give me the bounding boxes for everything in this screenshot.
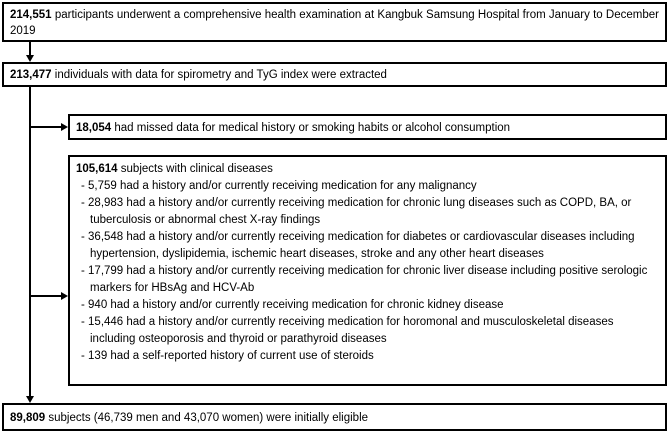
text-examined: participants underwent a comprehensive health examination at Kangbuk Samsung Hospital from January to December 2019 <box>10 9 659 37</box>
connector-line-branch-clinical-diseases <box>30 295 61 297</box>
exclusion-reason-musculoskeletal: - 15,446 had a history and/or currently receiving medication for horomonal and musculoskeletal diseases including osteoporosis and thyroid or parathyroid diseases <box>81 316 614 345</box>
exclusion-reason-kidney-disease: - 940 had a history and/or currently receiving medication for chronic kidney disease <box>81 299 504 311</box>
text-extracted: individuals with data for spirometry and TyG index were extracted <box>54 69 387 81</box>
connector-line-spine <box>29 87 31 397</box>
text-eligible: subjects (46,739 men and 43,070 women) were initially eligible <box>48 412 369 424</box>
text-clinical-diseases: subjects with clinical diseases <box>120 163 273 175</box>
text-missing-data: had missed data for medical history or smoking habits or alcohol consumption <box>114 122 511 134</box>
exclusion-reason-malignancy: - 5,759 had a history and/or currently receiving medication for any malignancy <box>81 180 477 192</box>
arrowhead-down-to-extracted <box>26 55 34 62</box>
exclusion-reason-steroids: - 139 had a self-reported history of current use of steroids <box>81 350 374 362</box>
flow-box-clinical-diseases-exclusion <box>68 155 667 386</box>
connector-line-top <box>29 42 31 56</box>
count-missing-data: 18,054 <box>76 122 112 134</box>
count-clinical-diseases: 105,614 <box>76 163 118 175</box>
count-examined: 214,551 <box>10 9 52 21</box>
arrowhead-right-to-clinical-diseases <box>61 292 68 300</box>
arrowhead-right-to-missing-data <box>61 123 68 131</box>
connector-line-branch-missing-data <box>30 126 61 128</box>
flow-box-examined <box>2 2 667 42</box>
flow-box-eligible <box>2 403 667 431</box>
count-extracted: 213,477 <box>10 69 52 81</box>
exclusion-reason-liver-disease: - 17,799 had a history and/or currently receiving medication for chronic liver disease including positive serologic markers for HBsAg and HCV-Ab <box>81 265 648 294</box>
flow-box-extracted <box>2 62 667 87</box>
exclusion-reason-lung-disease: - 28,983 had a history and/or currently receiving medication for chronic lung diseases such as COPD, BA, or tuberculosis or abnormal chest X-ray findings <box>81 197 632 226</box>
count-eligible: 89,809 <box>10 412 46 424</box>
arrowhead-down-to-eligible <box>26 396 34 403</box>
flow-box-missing-data-exclusion <box>68 114 667 140</box>
exclusion-reason-cardiovascular: - 36,548 had a history and/or currently receiving medication for diabetes or cardiovascular diseases including hypertension, dyslipidemia, ischemic heart diseases, stroke and any other heart diseases <box>81 231 635 260</box>
clinical-diseases-header <box>76 161 659 178</box>
